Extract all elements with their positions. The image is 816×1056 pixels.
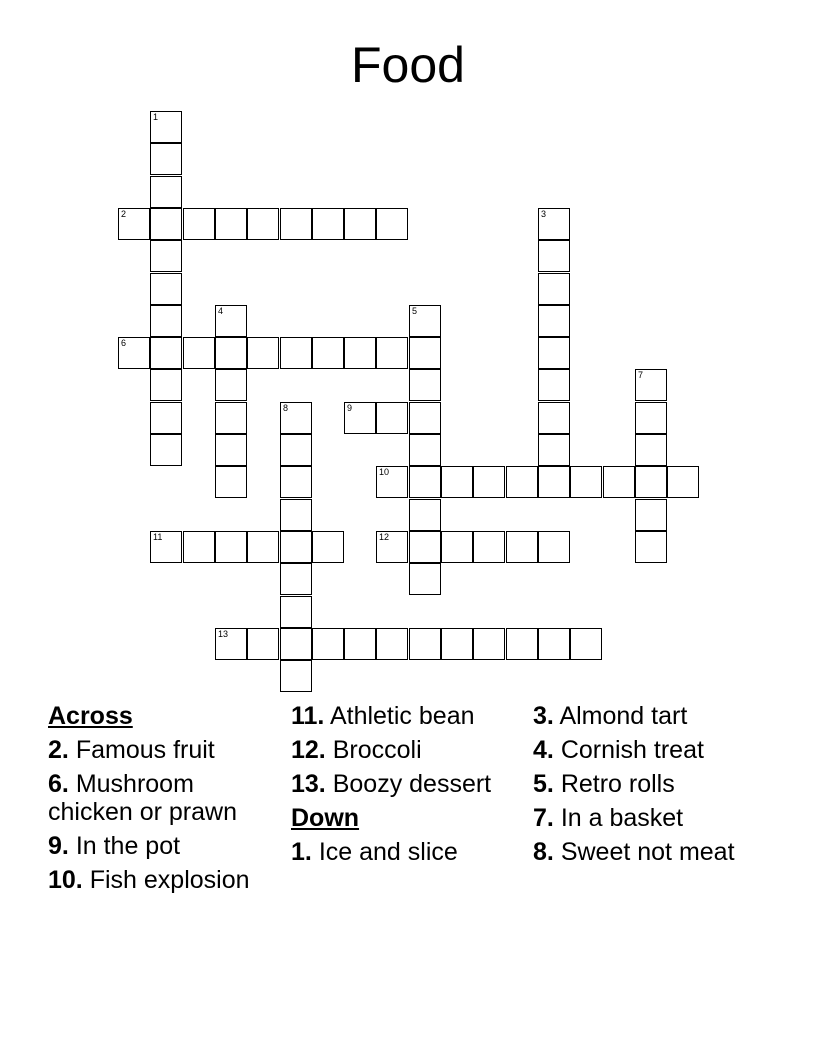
grid-cell[interactable] — [215, 402, 247, 434]
grid-cell[interactable] — [150, 434, 182, 466]
grid-cell[interactable] — [344, 208, 376, 240]
grid-cell[interactable] — [635, 402, 667, 434]
grid-cell[interactable] — [409, 434, 441, 466]
grid-cell[interactable] — [441, 531, 473, 563]
grid-cell[interactable] — [150, 273, 182, 305]
grid-cell[interactable] — [635, 369, 667, 401]
clue-column-3 — [533, 702, 783, 872]
grid-cell[interactable] — [538, 240, 570, 272]
grid-cell[interactable] — [538, 369, 570, 401]
grid-cell[interactable] — [538, 208, 570, 240]
grid-cell[interactable] — [280, 466, 312, 498]
grid-cell[interactable] — [247, 208, 279, 240]
grid-cell[interactable] — [280, 402, 312, 434]
clue-across-6: 6. Mushroom chicken or prawn — [48, 770, 237, 826]
grid-cell[interactable] — [312, 531, 344, 563]
grid-cell[interactable] — [473, 628, 505, 660]
grid-cell[interactable] — [280, 337, 312, 369]
grid-cell[interactable] — [376, 628, 408, 660]
grid-cell[interactable] — [215, 531, 247, 563]
grid-cell[interactable] — [441, 628, 473, 660]
grid-cell[interactable] — [409, 305, 441, 337]
grid-cell[interactable] — [376, 337, 408, 369]
clue-number-label: 2 — [121, 209, 127, 219]
grid-cell[interactable] — [215, 337, 247, 369]
grid-cell[interactable] — [635, 434, 667, 466]
grid-cell[interactable] — [150, 240, 182, 272]
grid-cell[interactable] — [150, 402, 182, 434]
grid-cell[interactable] — [150, 208, 182, 240]
clue-number-label: 4 — [218, 306, 224, 316]
clue-down-4: 4. Cornish treat — [533, 736, 704, 764]
grid-cell[interactable] — [603, 466, 635, 498]
grid-cell[interactable] — [441, 466, 473, 498]
grid-cell[interactable] — [538, 305, 570, 337]
clue-across-11: 11. Athletic bean — [291, 702, 475, 730]
grid-cell[interactable] — [635, 499, 667, 531]
grid-cell[interactable] — [150, 369, 182, 401]
grid-cell[interactable] — [215, 466, 247, 498]
grid-cell[interactable] — [409, 531, 441, 563]
clue-number-label: 12 — [379, 532, 390, 542]
clue-number-label: 5 — [412, 306, 418, 316]
grid-cell[interactable] — [538, 531, 570, 563]
grid-cell[interactable] — [506, 531, 538, 563]
grid-cell[interactable] — [409, 563, 441, 595]
grid-cell[interactable] — [635, 531, 667, 563]
grid-cell[interactable] — [376, 402, 408, 434]
grid-cell[interactable] — [312, 628, 344, 660]
clue-down-1: 1. Ice and slice — [291, 838, 458, 866]
grid-cell[interactable] — [667, 466, 699, 498]
grid-cell[interactable] — [118, 208, 150, 240]
grid-cell[interactable] — [183, 531, 215, 563]
grid-cell[interactable] — [538, 628, 570, 660]
grid-cell[interactable] — [183, 337, 215, 369]
grid-cell[interactable] — [312, 208, 344, 240]
clue-number-label: 10 — [379, 467, 390, 477]
grid-cell[interactable] — [150, 337, 182, 369]
grid-cell[interactable] — [570, 628, 602, 660]
clue-number-label: 1 — [153, 112, 159, 122]
grid-cell[interactable] — [312, 337, 344, 369]
grid-cell[interactable] — [635, 466, 667, 498]
grid-cell[interactable] — [280, 531, 312, 563]
grid-cell[interactable] — [376, 208, 408, 240]
across-heading: Across — [48, 702, 133, 730]
grid-cell[interactable] — [506, 628, 538, 660]
grid-cell[interactable] — [280, 434, 312, 466]
grid-cell[interactable] — [344, 628, 376, 660]
clue-across-13: 13. Boozy dessert — [291, 770, 492, 798]
grid-cell[interactable] — [150, 143, 182, 175]
grid-cell[interactable] — [409, 628, 441, 660]
grid-cell[interactable] — [215, 369, 247, 401]
grid-cell[interactable] — [376, 531, 408, 563]
grid-cell[interactable] — [473, 531, 505, 563]
clue-number-label: 7 — [638, 370, 644, 380]
grid-cell[interactable] — [376, 466, 408, 498]
grid-cell[interactable] — [150, 305, 182, 337]
clue-number-label: 9 — [347, 403, 353, 413]
grid-cell[interactable] — [247, 531, 279, 563]
grid-cell[interactable] — [280, 499, 312, 531]
grid-cell[interactable] — [409, 499, 441, 531]
clue-down-5: 5. Retro rolls — [533, 770, 675, 798]
grid-cell[interactable] — [215, 208, 247, 240]
clue-column-2 — [291, 702, 523, 872]
clue-number-label: 8 — [283, 403, 289, 413]
down-heading: Down — [291, 804, 360, 832]
clue-across-9: 9. In the pot — [48, 832, 181, 860]
clue-across-12: 12. Broccoli — [291, 736, 422, 764]
clue-across-10: 10. Fish explosion — [48, 866, 250, 894]
grid-cell[interactable] — [118, 337, 150, 369]
grid-cell[interactable] — [183, 208, 215, 240]
grid-cell[interactable] — [215, 434, 247, 466]
grid-cell[interactable] — [150, 531, 182, 563]
grid-cell[interactable] — [150, 111, 182, 143]
grid-cell[interactable] — [409, 466, 441, 498]
grid-cell[interactable] — [538, 273, 570, 305]
grid-cell[interactable] — [280, 628, 312, 660]
grid-cell[interactable] — [280, 596, 312, 628]
clue-number-label: 3 — [541, 209, 547, 219]
clue-across-2: 2. Famous fruit — [48, 736, 215, 764]
grid-cell[interactable] — [215, 305, 247, 337]
grid-cell[interactable] — [247, 628, 279, 660]
puzzle-title: Food — [351, 37, 465, 93]
grid-cell[interactable] — [506, 466, 538, 498]
grid-cell[interactable] — [247, 337, 279, 369]
grid-cell[interactable] — [215, 628, 247, 660]
grid-cell[interactable] — [570, 466, 602, 498]
grid-cell[interactable] — [538, 434, 570, 466]
clue-number-label: 11 — [153, 532, 163, 542]
clue-down-3: 3. Almond tart — [533, 702, 688, 730]
grid-cell[interactable] — [538, 337, 570, 369]
grid-cell[interactable] — [344, 337, 376, 369]
grid-cell[interactable] — [409, 402, 441, 434]
clue-column-1 — [48, 702, 280, 900]
grid-cell[interactable] — [473, 466, 505, 498]
grid-cell[interactable] — [538, 466, 570, 498]
grid-cell[interactable] — [280, 208, 312, 240]
grid-cell[interactable] — [280, 563, 312, 595]
grid-cell[interactable] — [280, 660, 312, 692]
clue-down-8: 8. Sweet not meat — [533, 838, 735, 866]
clue-down-7: 7. In a basket — [533, 804, 684, 832]
grid-cell[interactable] — [150, 176, 182, 208]
grid-cell[interactable] — [538, 402, 570, 434]
clue-number-label: 13 — [218, 629, 229, 639]
grid-cell[interactable] — [409, 337, 441, 369]
grid-cell[interactable] — [344, 402, 376, 434]
clue-number-label: 6 — [121, 338, 127, 348]
grid-cell[interactable] — [409, 369, 441, 401]
